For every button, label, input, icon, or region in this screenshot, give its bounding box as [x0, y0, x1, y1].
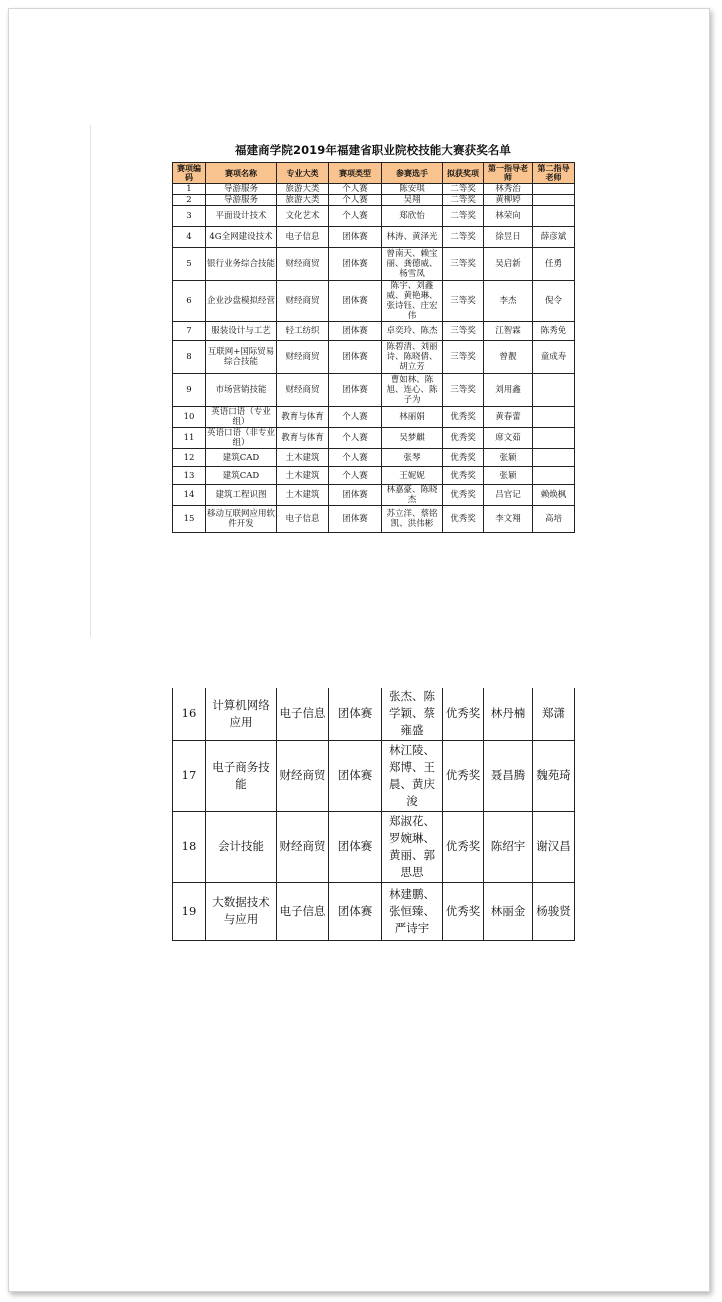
cell-teacher-2: 谢汉昌 [533, 811, 575, 882]
cell-teacher-1: 李杰 [484, 281, 533, 322]
cell-teacher-2: 郑潇 [533, 688, 575, 740]
cell-code: 12 [173, 449, 206, 467]
cell-event-name: 银行业务综合技能 [206, 248, 277, 281]
cell-award: 优秀奖 [443, 407, 484, 428]
cell-event-name: 英语口语（非专业组） [207, 428, 276, 448]
cell-players: 林建鹏、张恒臻、严诗宇 [382, 882, 443, 940]
cell-code: 16 [173, 688, 206, 740]
cell-category: 土木建筑 [277, 449, 329, 467]
cell-award: 二等奖 [443, 227, 484, 248]
cell-teacher-1: 张颖 [484, 449, 533, 467]
cell-event-name: 市场营销技能 [206, 374, 277, 407]
table-row [173, 407, 575, 428]
table-row [173, 248, 575, 281]
cell-teacher-1: 聂昌腾 [484, 740, 533, 811]
cell-award: 二等奖 [443, 184, 484, 195]
cell-teacher-2 [533, 184, 575, 195]
cell-teacher-1: 陈绍宇 [484, 811, 533, 882]
cell-category: 财经商贸 [277, 341, 329, 374]
cell-teacher-2 [533, 449, 575, 467]
cell-players: 张琴 [382, 449, 443, 467]
cell-event-name: 移动互联网应用软件开发 [206, 506, 277, 533]
table-row [173, 322, 575, 341]
cell-event-type: 团体赛 [329, 341, 382, 374]
table-row [173, 341, 575, 374]
cell-code: 13 [173, 467, 206, 485]
cell-award: 二等奖 [443, 195, 484, 206]
cell-event-type: 个人赛 [329, 428, 382, 449]
cell-teacher-2: 陈秀免 [533, 322, 575, 341]
cell-teacher-1: 席文茹 [484, 428, 533, 449]
cell-players: 吴梦麒 [382, 428, 443, 449]
cell-code: 6 [173, 281, 206, 322]
cell-teacher-1: 曾靓 [484, 341, 533, 374]
cell-event-type: 团体赛 [329, 248, 382, 281]
cell-code: 8 [173, 341, 206, 374]
cell-code: 10 [173, 407, 206, 428]
table-row [173, 467, 575, 485]
table-row [173, 428, 575, 449]
cell-event-type: 团体赛 [329, 740, 382, 811]
cell-event-name: 会计技能 [206, 811, 277, 882]
cell-category: 教育与体育 [277, 428, 329, 449]
table-row [173, 195, 575, 206]
cell-award: 优秀奖 [443, 449, 484, 467]
cell-category: 财经商贸 [277, 374, 329, 407]
cell-event-type: 个人赛 [329, 449, 382, 467]
cell-teacher-2 [533, 195, 575, 206]
cell-category: 电子信息 [277, 688, 329, 740]
cell-award: 优秀奖 [443, 688, 484, 740]
cell-event-type: 团体赛 [329, 281, 382, 322]
cell-players: 陈碧清、刘丽诗、陈晓倩、胡立芳 [382, 341, 443, 374]
cell-teacher-1: 江智霖 [484, 322, 533, 341]
cell-category: 电子信息 [277, 506, 329, 533]
cell-teacher-2: 赖焕枫 [533, 485, 575, 506]
cell-code: 9 [173, 374, 206, 407]
award-table-page-2 [172, 688, 575, 941]
cell-event-name: 4G全网建设技术 [206, 227, 277, 248]
cell-teacher-1: 吴启新 [484, 248, 533, 281]
cell-teacher-2 [533, 428, 575, 449]
cell-teacher-1: 吕官记 [484, 485, 533, 506]
cell-code: 4 [173, 227, 206, 248]
cell-code: 17 [173, 740, 206, 811]
cell-event-name: 互联网+国际贸易综合技能 [206, 341, 277, 374]
table-row [173, 184, 575, 195]
cell-teacher-2 [533, 467, 575, 485]
cell-code: 11 [173, 428, 206, 449]
cell-award: 三等奖 [443, 341, 484, 374]
cell-players: 曾南天、赖宝丽、龚德威、杨雪凤 [382, 248, 443, 281]
cell-event-name: 建筑CAD [206, 449, 277, 467]
cell-code: 2 [173, 195, 206, 206]
cell-players: 张杰、陈学颖、蔡雍盛 [382, 688, 443, 740]
cell-category: 财经商贸 [277, 811, 329, 882]
cell-event-type: 团体赛 [329, 688, 382, 740]
cell-award: 优秀奖 [443, 811, 484, 882]
cell-teacher-2: 薛彦斌 [533, 227, 575, 248]
cell-teacher-1: 黄柳婷 [484, 195, 533, 206]
cell-award: 三等奖 [443, 374, 484, 407]
cell-event-name: 导游服务 [206, 195, 277, 206]
cell-code: 19 [173, 882, 206, 940]
cell-teacher-1: 黄春蕾 [484, 407, 533, 428]
header-cell: 第二指导老师 [533, 163, 575, 184]
cell-code: 3 [173, 206, 206, 227]
cell-event-type: 个人赛 [329, 206, 382, 227]
cell-players: 曹如林、陈旭、连心、陈子为 [382, 374, 443, 407]
award-table-page-1 [172, 162, 575, 533]
cell-teacher-1: 林丹楠 [484, 688, 533, 740]
cell-event-type: 团体赛 [329, 882, 382, 940]
cell-category: 电子信息 [277, 227, 329, 248]
table-row [173, 281, 575, 322]
table-row [173, 882, 575, 940]
header-cell: 赛项编码 [173, 163, 206, 184]
cell-code: 5 [173, 248, 206, 281]
cell-category: 土木建筑 [277, 467, 329, 485]
cell-category: 财经商贸 [277, 281, 329, 322]
table-row [173, 740, 575, 811]
cell-players: 林嘉豪、陈晓杰 [382, 485, 443, 506]
cell-event-type: 个人赛 [329, 407, 382, 428]
cell-event-name: 计算机网络应用 [206, 688, 277, 740]
cell-award: 二等奖 [443, 206, 484, 227]
cell-event-name: 大数据技术与应用 [206, 882, 277, 940]
cell-event-name: 电子商务技能 [206, 740, 277, 811]
table-row [173, 506, 575, 533]
cell-event-type: 个人赛 [329, 195, 382, 206]
cell-category: 教育与体育 [277, 407, 329, 428]
cell-teacher-2: 任勇 [533, 248, 575, 281]
cell-category: 电子信息 [277, 882, 329, 940]
table-row [173, 811, 575, 882]
cell-award: 优秀奖 [443, 740, 484, 811]
table-header-row [173, 163, 575, 184]
cell-event-name: 建筑CAD [206, 467, 277, 485]
scan-margin-line [90, 125, 91, 637]
cell-event-type: 个人赛 [329, 184, 382, 195]
cell-code: 18 [173, 811, 206, 882]
cell-event-type: 团体赛 [329, 227, 382, 248]
cell-event-type: 团体赛 [329, 506, 382, 533]
table-row [173, 485, 575, 506]
cell-category: 旅游大类 [277, 184, 329, 195]
cell-players: 陈安琪 [382, 184, 443, 195]
cell-teacher-1: 张颖 [484, 467, 533, 485]
cell-teacher-2: 高培 [533, 506, 575, 533]
header-cell: 第一指导老师 [484, 163, 533, 184]
cell-award: 优秀奖 [443, 506, 484, 533]
header-cell: 专业大类 [277, 163, 329, 184]
cell-category: 轻工纺织 [277, 322, 329, 341]
cell-code: 15 [173, 506, 206, 533]
cell-award: 三等奖 [443, 322, 484, 341]
cell-event-type: 团体赛 [329, 374, 382, 407]
cell-teacher-2: 杨骏贤 [533, 882, 575, 940]
cell-players: 林涛、黄泽光 [382, 227, 443, 248]
cell-teacher-2 [533, 374, 575, 407]
cell-event-type: 团体赛 [329, 485, 382, 506]
cell-players: 林江陵、郑博、王晨、黄庆浚 [382, 740, 443, 811]
table-row [173, 206, 575, 227]
cell-award: 优秀奖 [443, 485, 484, 506]
cell-players: 林丽娟 [382, 407, 443, 428]
header-cell: 赛项类型 [329, 163, 382, 184]
table-row [173, 688, 575, 740]
cell-event-type: 团体赛 [329, 811, 382, 882]
cell-category: 旅游大类 [277, 195, 329, 206]
header-cell: 赛项名称 [206, 163, 277, 184]
header-cell: 参赛选手 [382, 163, 443, 184]
cell-teacher-2 [533, 206, 575, 227]
cell-players: 卓奕玲、陈杰 [382, 322, 443, 341]
cell-teacher-2: 倪令 [533, 281, 575, 322]
cell-teacher-1: 徐昱日 [484, 227, 533, 248]
table-row [173, 227, 575, 248]
cell-event-type: 个人赛 [329, 467, 382, 485]
cell-teacher-2: 童成寿 [533, 341, 575, 374]
cell-category: 文化艺术 [277, 206, 329, 227]
cell-players: 王妮妮 [382, 467, 443, 485]
cell-event-name: 建筑工程识图 [206, 485, 277, 506]
table-row [173, 449, 575, 467]
cell-event-name: 导游服务 [206, 184, 277, 195]
cell-teacher-1: 林秀治 [484, 184, 533, 195]
cell-teacher-1: 林荣向 [484, 206, 533, 227]
cell-players: 吴翔 [382, 195, 443, 206]
cell-award: 三等奖 [443, 281, 484, 322]
cell-event-name: 企业沙盘模拟经营 [206, 281, 277, 322]
cell-teacher-1: 李文翔 [484, 506, 533, 533]
cell-players: 苏立洋、蔡铭凯、洪伟彬 [382, 506, 443, 533]
cell-award: 三等奖 [443, 248, 484, 281]
cell-category: 财经商贸 [277, 248, 329, 281]
cell-code: 14 [173, 485, 206, 506]
cell-players: 郑淑花、罗婉琳、黄丽、郭思思 [382, 811, 443, 882]
cell-category: 财经商贸 [277, 740, 329, 811]
cell-event-name: 英语口语（专业组） [206, 407, 277, 428]
document-title: 福建商学院2019年福建省职业院校技能大赛获奖名单 [234, 143, 511, 157]
cell-players: 郑欣怡 [382, 206, 443, 227]
cell-award: 优秀奖 [443, 428, 484, 449]
cell-code: 1 [173, 184, 206, 195]
cell-event-name: 平面设计技术 [206, 206, 277, 227]
cell-teacher-1: 林丽金 [484, 882, 533, 940]
cell-code: 7 [173, 322, 206, 341]
cell-teacher-1: 刘用鑫 [484, 374, 533, 407]
cell-teacher-2 [533, 407, 575, 428]
cell-category: 土木建筑 [277, 485, 329, 506]
cell-award: 优秀奖 [443, 882, 484, 940]
cell-event-name: 服装设计与工艺 [206, 322, 277, 341]
cell-event-type: 团体赛 [329, 322, 382, 341]
header-cell: 拟获奖项 [443, 163, 484, 184]
cell-players: 陈宇、刘鑫威、黄艳琳、张诗钰、庄宏伟 [382, 281, 443, 322]
table-row [173, 374, 575, 407]
cell-teacher-2: 魏苑琦 [533, 740, 575, 811]
cell-award: 优秀奖 [443, 467, 484, 485]
